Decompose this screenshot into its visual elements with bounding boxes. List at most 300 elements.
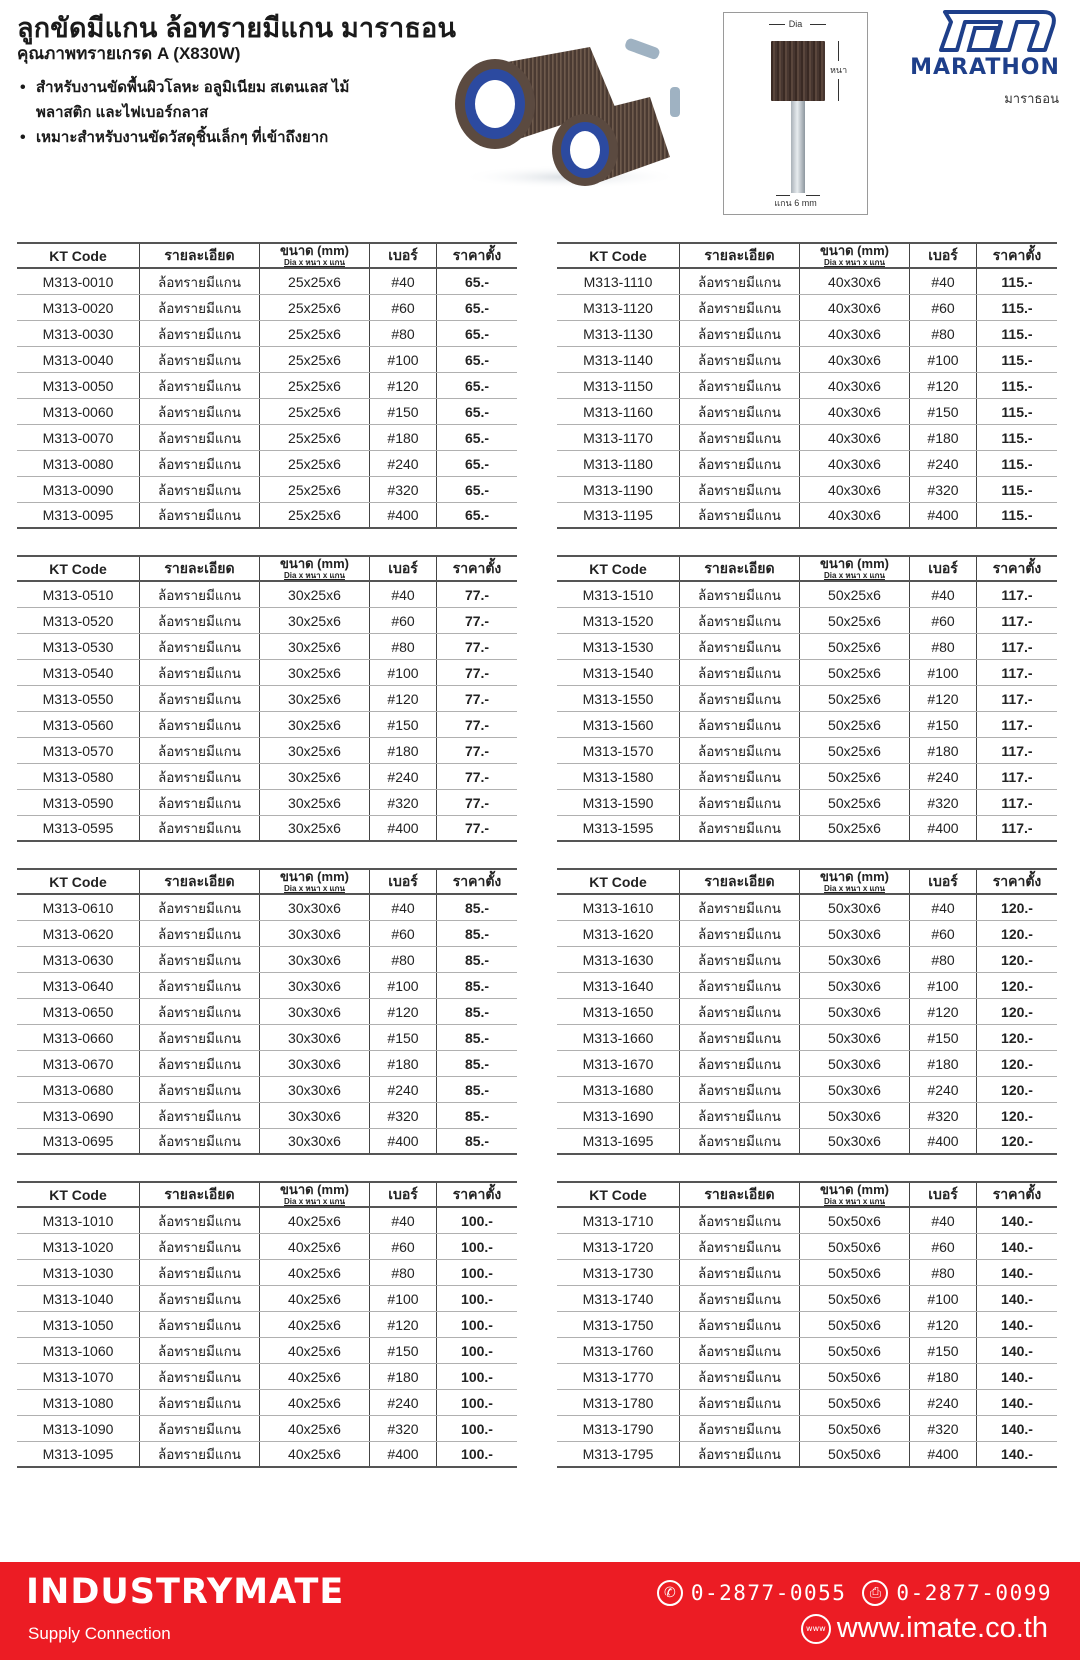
cell-size: 50x30x6 (800, 947, 910, 972)
table-row (17, 947, 517, 973)
cell-price: 140.- (1001, 1238, 1033, 1255)
cell-detail: ล้อทรายมีแกน (140, 1025, 260, 1050)
table-row (557, 347, 1057, 373)
cell-code: M313-0670 (17, 1051, 140, 1076)
website-info (801, 1612, 1048, 1645)
cell-price: 100.- (461, 1290, 493, 1307)
header-detail: รายละเอียด (680, 1183, 800, 1206)
cell-size: 50x50x6 (800, 1234, 910, 1259)
cell-detail: ล้อทรายมีแกน (140, 373, 260, 398)
cell-detail: ล้อทรายมีแกน (140, 712, 260, 737)
cell-size: 50x30x6 (800, 999, 910, 1024)
cell-price: 77.- (464, 664, 490, 681)
table-row (557, 321, 1057, 347)
table-row (17, 347, 517, 373)
cell-grit: #400 (910, 1129, 977, 1153)
cell-code: M313-1710 (557, 1208, 680, 1233)
cell-code: M313-0595 (17, 816, 140, 840)
cell-price: 117.- (1001, 794, 1033, 811)
cell-grit: #60 (370, 295, 437, 320)
cell-price: 100.- (461, 1238, 493, 1255)
cell-detail: ล้อทรายมีแกน (680, 1051, 800, 1076)
table-row (557, 738, 1057, 764)
cell-size: 50x50x6 (800, 1260, 910, 1285)
cell-code: M313-1080 (17, 1390, 140, 1415)
cell-detail: ล้อทรายมีแกน (680, 686, 800, 711)
header-code: KT Code (557, 870, 680, 893)
thickness-label: หนา (830, 65, 848, 75)
cell-grit: #320 (910, 477, 977, 502)
cell-size: 40x30x6 (800, 503, 910, 527)
cell-price: 77.- (464, 690, 490, 707)
product-photo (440, 12, 680, 190)
cell-grit: #80 (910, 1260, 977, 1285)
header-size: ขนาด (mm) Dia x หนา x แกน (800, 244, 910, 267)
cell-grit: #180 (370, 1051, 437, 1076)
cell-grit: #320 (370, 477, 437, 502)
header-code: KT Code (17, 244, 140, 267)
cell-detail: ล้อทรายมีแกน (140, 477, 260, 502)
cell-code: M313-1070 (17, 1364, 140, 1389)
table-row (557, 686, 1057, 712)
cell-code: M313-0690 (17, 1103, 140, 1128)
cell-detail: ล้อทรายมีแกน (680, 973, 800, 998)
cell-code: M313-0630 (17, 947, 140, 972)
cell-price: 117.- (1001, 820, 1033, 836)
cell-detail: ล้อทรายมีแกน (680, 764, 800, 789)
cell-size: 40x30x6 (800, 373, 910, 398)
cell-code: M313-1520 (557, 608, 680, 633)
cell-price: 120.- (1001, 1055, 1033, 1072)
cell-grit: #150 (910, 1338, 977, 1363)
cell-size: 40x30x6 (800, 295, 910, 320)
cell-price: 85.- (464, 899, 490, 916)
cell-detail: ล้อทรายมีแกน (680, 816, 800, 840)
cell-detail: ล้อทรายมีแกน (680, 347, 800, 372)
cell-code: M313-1095 (17, 1442, 140, 1466)
cell-grit: #150 (370, 1338, 437, 1363)
cell-detail: ล้อทรายมีแกน (140, 1312, 260, 1337)
header-detail: รายละเอียด (680, 870, 800, 893)
cell-detail: ล้อทรายมีแกน (140, 1338, 260, 1363)
cell-detail: ล้อทรายมีแกน (140, 921, 260, 946)
cell-code: M313-1690 (557, 1103, 680, 1128)
header-size: ขนาด (mm) Dia x หนา x แกน (260, 244, 370, 267)
cell-grit: #400 (370, 503, 437, 527)
cell-code: M313-1560 (557, 712, 680, 737)
cell-size: 30x30x6 (260, 947, 370, 972)
cell-grit: #100 (370, 1286, 437, 1311)
cell-price: 65.- (464, 429, 490, 446)
cell-detail: ล้อทรายมีแกน (140, 947, 260, 972)
cell-size: 40x25x6 (260, 1442, 370, 1466)
cell-size: 50x25x6 (800, 712, 910, 737)
cell-detail: ล้อทรายมีแกน (140, 686, 260, 711)
cell-grit: #240 (910, 451, 977, 476)
table-row (557, 999, 1057, 1025)
table-header (557, 1181, 1057, 1208)
cell-grit: #400 (370, 1129, 437, 1153)
cell-size: 50x25x6 (800, 764, 910, 789)
cell-detail: ล้อทรายมีแกน (680, 790, 800, 815)
shaft (791, 101, 805, 193)
website-link[interactable]: www.imate.co.th (836, 1612, 1048, 1644)
cell-price: 85.- (464, 951, 490, 968)
cell-size: 40x30x6 (800, 321, 910, 346)
table-row (557, 1338, 1057, 1364)
cell-grit: #60 (910, 921, 977, 946)
cell-size: 50x25x6 (800, 686, 910, 711)
table-row (557, 1312, 1057, 1338)
header-grit: เบอร์ (370, 1183, 437, 1206)
cell-size: 25x25x6 (260, 321, 370, 346)
cell-size: 50x50x6 (800, 1208, 910, 1233)
cell-price: 100.- (461, 1264, 493, 1281)
footer-banner (0, 1562, 1080, 1660)
cell-detail: ล้อทรายมีแกน (680, 451, 800, 476)
industrymate-logo: INDUSTRYMATE (26, 1572, 345, 1612)
price-table (557, 868, 1057, 1155)
cell-size: 50x25x6 (800, 660, 910, 685)
cell-price: 115.- (1001, 351, 1033, 368)
cell-grit: #120 (370, 373, 437, 398)
cell-detail: ล้อทรายมีแกน (680, 660, 800, 685)
cell-size: 25x25x6 (260, 269, 370, 294)
cell-grit: #100 (370, 660, 437, 685)
cell-code: M313-1010 (17, 1208, 140, 1233)
cell-code: M313-0090 (17, 477, 140, 502)
table-row (557, 425, 1057, 451)
cell-grit: #120 (370, 999, 437, 1024)
cell-price: 100.- (461, 1420, 493, 1437)
cell-grit: #180 (910, 1051, 977, 1076)
cell-code: M313-0050 (17, 373, 140, 398)
table-row (557, 269, 1057, 295)
cell-grit: #180 (910, 738, 977, 763)
cell-size: 25x25x6 (260, 451, 370, 476)
header-size: ขนาด (mm) Dia x หนา x แกน (260, 1183, 370, 1206)
cell-detail: ล้อทรายมีแกน (680, 608, 800, 633)
cell-code: M313-1750 (557, 1312, 680, 1337)
header-size: ขนาด (mm) Dia x หนา x แกน (800, 557, 910, 580)
cell-grit: #100 (910, 347, 977, 372)
cell-code: M313-1530 (557, 634, 680, 659)
header-detail: รายละเอียด (140, 1183, 260, 1206)
cell-detail: ล้อทรายมีแกน (680, 582, 800, 607)
cell-size: 50x25x6 (800, 582, 910, 607)
fax-number[interactable]: 0-2877-0099 (896, 1581, 1052, 1605)
cell-grit: #240 (910, 1077, 977, 1102)
header-price: ราคาตั้ง (992, 872, 1042, 889)
table-row (17, 373, 517, 399)
cell-code: M313-0550 (17, 686, 140, 711)
table-row (557, 1286, 1057, 1312)
cell-size: 40x25x6 (260, 1364, 370, 1389)
cell-code: M313-0040 (17, 347, 140, 372)
price-table (557, 555, 1057, 842)
cell-detail: ล้อทรายมีแกน (680, 477, 800, 502)
cell-code: M313-1160 (557, 399, 680, 424)
cell-size: 30x30x6 (260, 895, 370, 920)
cell-code: M313-0640 (17, 973, 140, 998)
table-row (17, 503, 517, 529)
cell-grit: #320 (910, 1416, 977, 1441)
contact-info (657, 1580, 1052, 1606)
cell-size: 40x30x6 (800, 451, 910, 476)
cell-size: 30x30x6 (260, 973, 370, 998)
cell-grit: #240 (910, 1390, 977, 1415)
cell-grit: #100 (910, 660, 977, 685)
cell-price: 100.- (461, 1446, 493, 1462)
cell-code: M313-1695 (557, 1129, 680, 1153)
table-row (17, 1312, 517, 1338)
cell-grit: #40 (910, 269, 977, 294)
phone-number[interactable]: 0-2877-0055 (690, 1581, 847, 1605)
table-row (557, 1442, 1057, 1468)
header-detail: รายละเอียด (140, 244, 260, 267)
table-row (17, 1051, 517, 1077)
cell-grit: #40 (910, 582, 977, 607)
cell-price: 140.- (1001, 1394, 1033, 1411)
cell-size: 30x25x6 (260, 790, 370, 815)
cell-price: 85.- (464, 1029, 490, 1046)
table-row (17, 1103, 517, 1129)
cell-price: 85.- (464, 925, 490, 942)
cell-code: M313-0695 (17, 1129, 140, 1153)
header-grit: เบอร์ (910, 1183, 977, 1206)
cell-size: 40x25x6 (260, 1312, 370, 1337)
table-row (557, 947, 1057, 973)
cell-price: 100.- (461, 1316, 493, 1333)
cell-size: 25x25x6 (260, 295, 370, 320)
diameter-arrow (810, 24, 826, 25)
cell-code: M313-0080 (17, 451, 140, 476)
cell-detail: ล้อทรายมีแกน (140, 425, 260, 450)
cell-price: 117.- (1001, 638, 1033, 655)
cell-detail: ล้อทรายมีแกน (140, 503, 260, 527)
cell-size: 30x25x6 (260, 686, 370, 711)
table-row (17, 1077, 517, 1103)
cell-detail: ล้อทรายมีแกน (140, 999, 260, 1024)
marathon-logo (905, 8, 1065, 108)
cell-price: 120.- (1001, 951, 1033, 968)
header-price: ราคาตั้ง (992, 1185, 1042, 1202)
cell-price: 100.- (461, 1368, 493, 1385)
cell-detail: ล้อทรายมีแกน (680, 1364, 800, 1389)
cell-size: 25x25x6 (260, 425, 370, 450)
cell-grit: #120 (910, 999, 977, 1024)
cell-detail: ล้อทรายมีแกน (680, 1103, 800, 1128)
cell-detail: ล้อทรายมีแกน (140, 1234, 260, 1259)
header-grit: เบอร์ (910, 870, 977, 893)
cell-code: M313-1195 (557, 503, 680, 527)
table-header (17, 555, 517, 582)
cell-price: 65.- (464, 481, 490, 498)
cell-price: 120.- (1001, 1107, 1033, 1124)
table-row (17, 1129, 517, 1155)
cell-grit: #400 (910, 1442, 977, 1466)
cell-detail: ล้อทรายมีแกน (140, 790, 260, 815)
header-detail: รายละเอียด (140, 870, 260, 893)
cell-grit: #60 (370, 921, 437, 946)
cell-detail: ล้อทรายมีแกน (680, 1260, 800, 1285)
cell-detail: ล้อทรายมีแกน (140, 1051, 260, 1076)
cell-detail: ล้อทรายมีแกน (680, 738, 800, 763)
table-row (557, 1234, 1057, 1260)
header-grit: เบอร์ (370, 870, 437, 893)
cell-price: 85.- (464, 977, 490, 994)
cell-size: 40x30x6 (800, 269, 910, 294)
cell-price: 120.- (1001, 1133, 1033, 1149)
table-row (557, 1077, 1057, 1103)
cell-grit: #60 (910, 295, 977, 320)
cell-size: 30x25x6 (260, 712, 370, 737)
thickness-arrow (838, 79, 839, 101)
cell-size: 50x25x6 (800, 634, 910, 659)
table-row (17, 921, 517, 947)
cell-grit: #100 (910, 973, 977, 998)
cell-price: 77.- (464, 794, 490, 811)
cell-price: 120.- (1001, 899, 1033, 916)
cell-detail: ล้อทรายมีแกน (140, 582, 260, 607)
table-row (557, 1051, 1057, 1077)
cell-size: 50x30x6 (800, 1025, 910, 1050)
cell-grit: #60 (910, 1234, 977, 1259)
cell-size: 50x30x6 (800, 973, 910, 998)
cell-grit: #180 (910, 1364, 977, 1389)
cell-price: 140.- (1001, 1420, 1033, 1437)
cell-price: 65.- (464, 403, 490, 420)
cell-grit: #80 (370, 634, 437, 659)
cell-grit: #80 (370, 947, 437, 972)
cell-price: 115.- (1001, 429, 1033, 446)
cell-detail: ล้อทรายมีแกน (140, 764, 260, 789)
cell-grit: #80 (910, 634, 977, 659)
cell-size: 40x30x6 (800, 347, 910, 372)
cell-code: M313-0590 (17, 790, 140, 815)
cell-size: 25x25x6 (260, 373, 370, 398)
cell-price: 117.- (1001, 664, 1033, 681)
cell-detail: ล้อทรายมีแกน (140, 1260, 260, 1285)
cell-price: 85.- (464, 1003, 490, 1020)
table-row (17, 712, 517, 738)
cell-price: 100.- (461, 1342, 493, 1359)
cell-detail: ล้อทรายมีแกน (140, 660, 260, 685)
cell-detail: ล้อทรายมีแกน (680, 295, 800, 320)
cell-price: 117.- (1001, 742, 1033, 759)
table-row (17, 999, 517, 1025)
feature-item: • เหมาะสำหรับงานขัดวัสดุชิ้นเล็กๆ ที่เข้าถึงยาก (20, 125, 349, 150)
cell-size: 25x25x6 (260, 347, 370, 372)
table-row (557, 921, 1057, 947)
cell-code: M313-1720 (557, 1234, 680, 1259)
cell-code: M313-1620 (557, 921, 680, 946)
cell-code: M313-1550 (557, 686, 680, 711)
cell-size: 25x25x6 (260, 503, 370, 527)
cell-grit: #320 (910, 1103, 977, 1128)
cell-code: M313-0560 (17, 712, 140, 737)
cell-size: 40x25x6 (260, 1416, 370, 1441)
table-row (557, 1208, 1057, 1234)
cell-code: M313-0540 (17, 660, 140, 685)
cell-size: 50x50x6 (800, 1390, 910, 1415)
brand-thai-name: มาราธอน (1004, 91, 1059, 106)
table-row (17, 1025, 517, 1051)
header-price: ราคาตั้ง (452, 1185, 502, 1202)
header-code: KT Code (17, 557, 140, 580)
cell-size: 50x25x6 (800, 816, 910, 840)
header-size: ขนาด (mm) Dia x หนา x แกน (260, 557, 370, 580)
header-code: KT Code (557, 1183, 680, 1206)
cell-size: 40x25x6 (260, 1260, 370, 1285)
table-row (17, 321, 517, 347)
cell-grit: #180 (370, 738, 437, 763)
table-row (557, 1103, 1057, 1129)
feature-list (20, 75, 349, 150)
cell-price: 77.- (464, 716, 490, 733)
cell-grit: #150 (910, 1025, 977, 1050)
cell-grit: #120 (910, 373, 977, 398)
table-row (17, 686, 517, 712)
cell-price: 140.- (1001, 1316, 1033, 1333)
cell-grit: #180 (370, 425, 437, 450)
cell-price: 115.- (1001, 481, 1033, 498)
cell-code: M313-1790 (557, 1416, 680, 1441)
header-code: KT Code (557, 244, 680, 267)
table-row (557, 1129, 1057, 1155)
feature-item: • สำหรับงานขัดพื้นผิวโลหะ อลูมิเนียม สเตนเลส ไม้ พลาสติก และไฟเบอร์กลาส (20, 75, 349, 125)
table-row (17, 790, 517, 816)
cell-grit: #240 (370, 451, 437, 476)
cell-size: 40x25x6 (260, 1286, 370, 1311)
cell-grit: #40 (370, 269, 437, 294)
cell-grit: #180 (370, 1364, 437, 1389)
cell-grit: #40 (370, 582, 437, 607)
cell-detail: ล้อทรายมีแกน (680, 1338, 800, 1363)
cell-price: 65.- (464, 455, 490, 472)
cell-price: 65.- (464, 507, 490, 523)
cell-grit: #400 (370, 1442, 437, 1466)
table-row (557, 712, 1057, 738)
table-row (17, 425, 517, 451)
table-row (557, 399, 1057, 425)
cell-size: 30x30x6 (260, 1103, 370, 1128)
cell-code: M313-1130 (557, 321, 680, 346)
table-header (557, 555, 1057, 582)
cell-code: M313-0530 (17, 634, 140, 659)
table-header (557, 242, 1057, 269)
page-title: ลูกขัดมีแกน ล้อทรายมีแกน มาราธอน (17, 13, 457, 43)
cell-price: 120.- (1001, 1029, 1033, 1046)
table-row (557, 1364, 1057, 1390)
cell-grit: #100 (910, 1286, 977, 1311)
cell-code: M313-1140 (557, 347, 680, 372)
cell-grit: #120 (910, 686, 977, 711)
cell-detail: ล้อทรายมีแกน (140, 973, 260, 998)
price-table (557, 1181, 1057, 1468)
cell-code: M313-1570 (557, 738, 680, 763)
cell-detail: ล้อทรายมีแกน (680, 921, 800, 946)
cell-code: M313-1630 (557, 947, 680, 972)
cell-detail: ล้อทรายมีแกน (680, 399, 800, 424)
cell-size: 50x30x6 (800, 1051, 910, 1076)
cell-grit: #240 (370, 764, 437, 789)
table-row (557, 816, 1057, 842)
cell-price: 140.- (1001, 1264, 1033, 1281)
cell-price: 140.- (1001, 1212, 1033, 1229)
header-size: ขนาด (mm) Dia x หนา x แกน (800, 870, 910, 893)
cell-detail: ล้อทรายมีแกน (680, 712, 800, 737)
